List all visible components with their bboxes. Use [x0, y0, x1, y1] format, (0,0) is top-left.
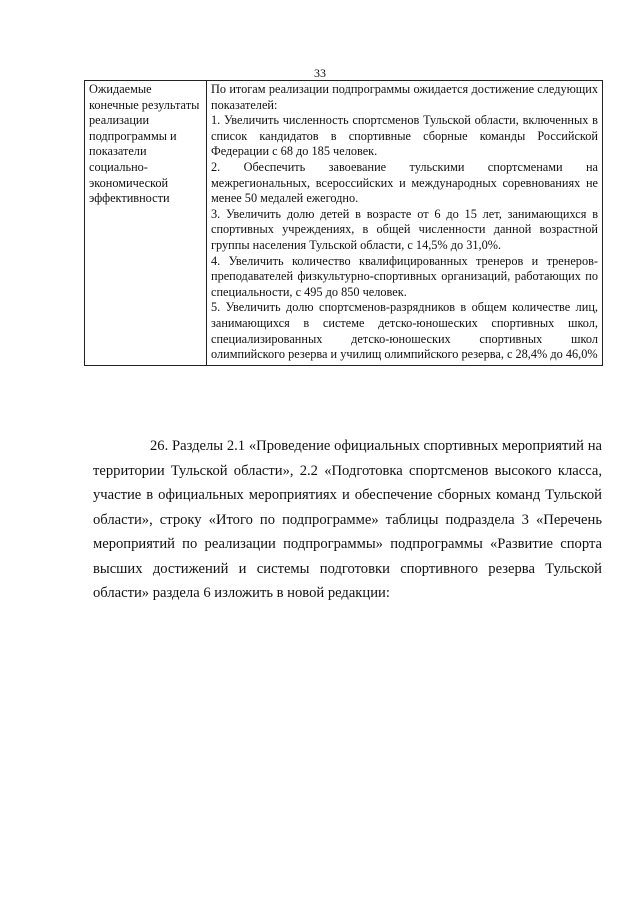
indicator-item-3: 3. Увеличить долю детей в возрасте от 6 до 15 лет, занимающихся в спортивных учреждениях, в общей численности данной возрастной группы населения Тульской области, с 14,5% до 31,0%. — [211, 206, 598, 252]
indicator-item-4: 4. Увеличить количество квалифицированных тренеров и тренеров-преподавателей физкультурно-спортивных организаций, работающих по специальности, с 495 до 850 человек. — [211, 253, 598, 299]
row-label: Ожидаемые конечные результаты реализации подпрограммы и показатели социально-экономической эффективности — [85, 81, 207, 366]
indicator-item-1: 1. Увеличить численность спортсменов Тульской области, включенных в список кандидатов в спортивные сборные команды Российской Федерации с 68 до 185 человек. — [211, 113, 598, 159]
row-content — [207, 81, 603, 366]
indicators-table — [84, 80, 603, 366]
indicator-item-2: 2. Обеспечить завоевание тульскими спортсменами на межрегиональных, всероссийских и международных соревнованиях не менее 50 медалей ежегодно. — [211, 159, 598, 206]
amendment-text: 26. Разделы 2.1 «Проведение официальных спортивных мероприятий на территории Тульской области», 2.2 «Подготовка спортсменов высокого класса, участие в официальных мероприятиях и обеспечение сборных команд Тульской области», строку «Итого по подпрограмме» таблицы подраздела 3 «Перечень мероприятий по реализации подпрограммы» подпрограммы «Развитие спорта высших достижений и системы подготовки спортивного резерва Тульской области» раздела 6 изложить в новой редакции: — [93, 438, 602, 601]
indicator-item-5: 5. Увеличить долю спортсменов-разрядников в общем количестве лиц, занимающихся в системе детско-юношеских спортивных школ, специализированных детско-юношеских спортивных школ олимпийского резерва и училищ олимпийского резерва, с 28,4% до 46,0% — [211, 300, 598, 362]
table-row — [85, 81, 603, 366]
page-number: 33 — [314, 66, 326, 80]
content-intro: По итогам реализации подпрограммы ожидается достижение следующих показателей: — [211, 82, 598, 112]
amendment-paragraph — [93, 434, 602, 606]
